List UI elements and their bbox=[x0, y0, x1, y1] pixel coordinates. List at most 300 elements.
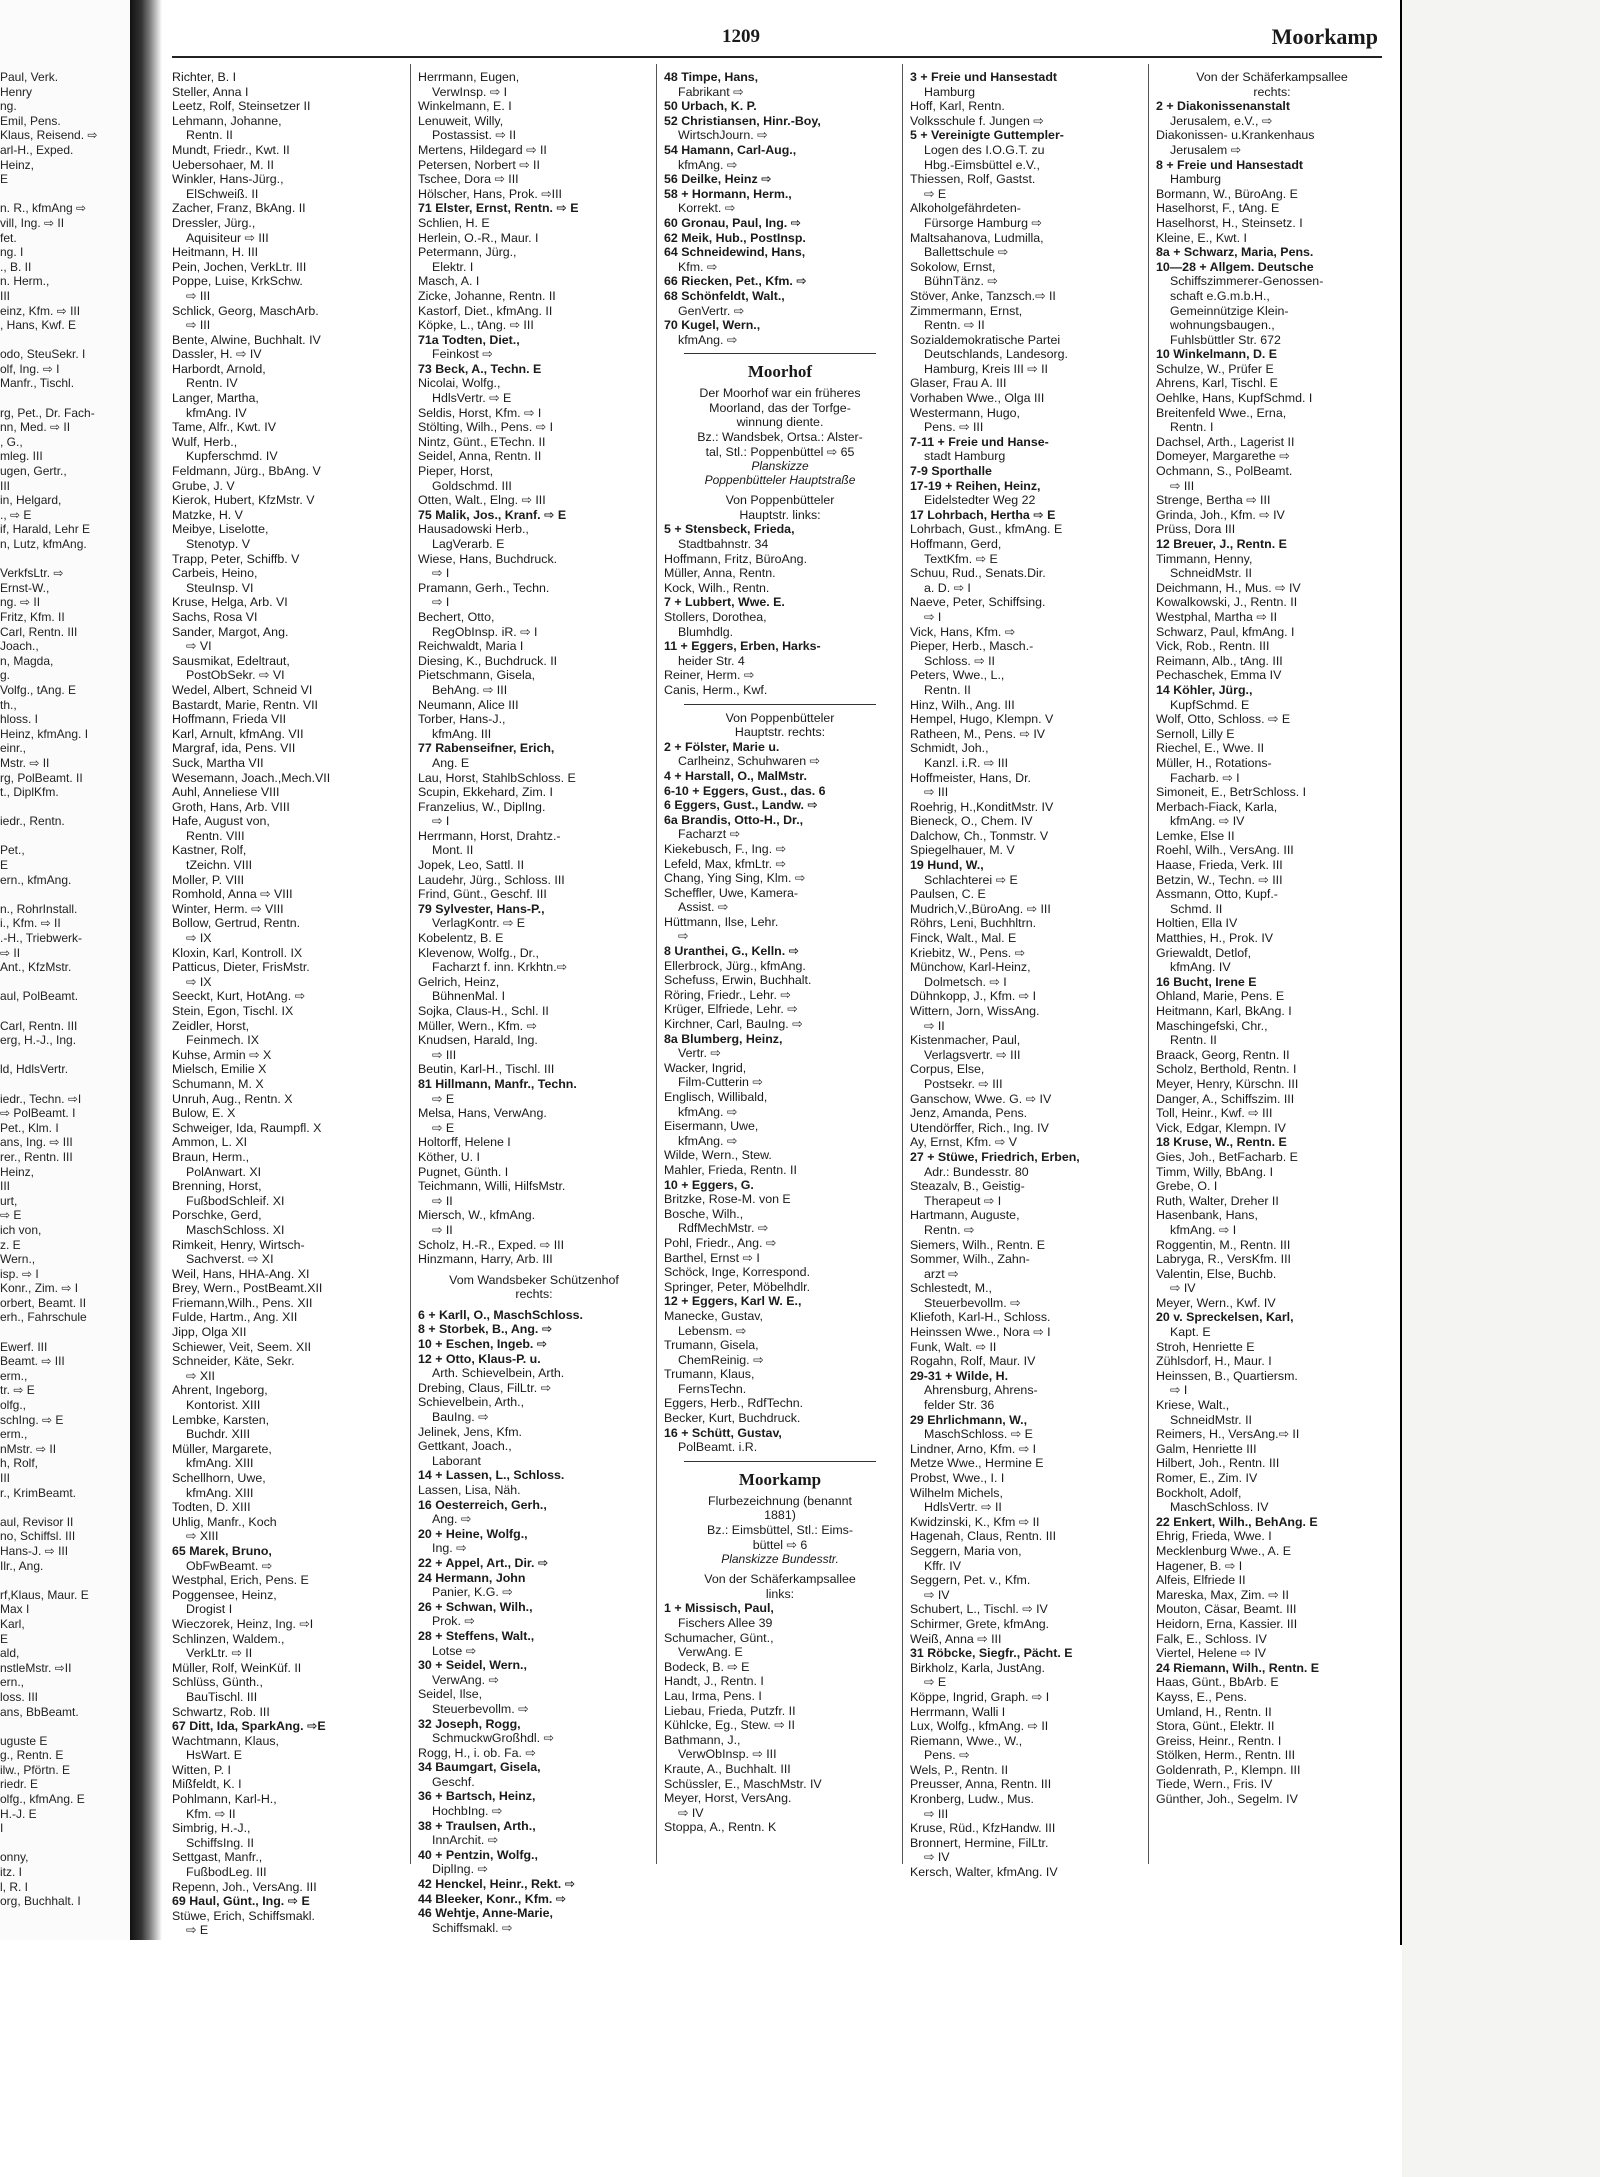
section-rule bbox=[684, 704, 876, 705]
resident-entry: ⇨ VI bbox=[186, 639, 212, 654]
resident-entry: Funk, Walt. ⇨ II bbox=[910, 1339, 997, 1354]
resident-entry: Diesing, K., Buchdruck. II bbox=[418, 653, 558, 668]
resident-entry: Canis, Herm., Kwf. bbox=[664, 682, 768, 697]
resident-entry: Bodeck, B. ⇨ E bbox=[664, 1659, 750, 1674]
resident-entry: Lassen, Lisa, Näh. bbox=[418, 1483, 521, 1497]
resident-entry: Schmd. II bbox=[1170, 901, 1223, 916]
house-number-entry: 7-9 Sporthalle bbox=[910, 464, 992, 479]
resident-entry: Laborant bbox=[432, 1453, 481, 1468]
resident-entry: Franzelius, W., DiplIng. bbox=[418, 799, 546, 814]
resident-entry: Ay, Ernst, Kfm. ⇨ V bbox=[910, 1135, 1018, 1150]
street-heading: Moorkamp bbox=[738, 1469, 822, 1489]
section-label: Der Moorhof war ein früheres bbox=[699, 386, 861, 401]
resident-entry: Tschee, Dora ⇨ III bbox=[418, 172, 519, 187]
resident-entry: Ahrens, Karl, Tischl. E bbox=[1156, 376, 1278, 391]
resident-entry: Herlein, O.-R., Maur. I bbox=[418, 230, 539, 245]
left-page-line: erm., bbox=[0, 1368, 28, 1383]
resident-entry: Riemann, Wwe., W., bbox=[910, 1733, 1023, 1748]
street-note: Planskizze Bundesstr. bbox=[721, 1552, 839, 1567]
resident-entry: Korrekt. ⇨ bbox=[678, 201, 736, 216]
house-number-entry: 48 Timpe, Hans, bbox=[664, 70, 759, 84]
resident-entry: Scheffler, Uwe, Kamera- bbox=[664, 885, 799, 900]
house-number-entry: 71 Elster, Ernst, Rentn. ⇨ E bbox=[418, 201, 579, 216]
resident-entry: VerwAng. E bbox=[678, 1645, 743, 1660]
resident-entry: Sommer, Wilh., Zahn- bbox=[910, 1252, 1030, 1267]
resident-entry: ⇨ IX bbox=[186, 931, 212, 946]
house-number-entry: 30 + Seidel, Wern., bbox=[418, 1658, 527, 1673]
left-page-line: iedr., Techn. ⇨I bbox=[0, 1091, 82, 1106]
resident-entry: Carbeis, Heino, bbox=[172, 566, 258, 581]
resident-entry: Feldmann, Jürg., BbAng. V bbox=[172, 464, 321, 479]
resident-entry: Schlüss, Günth., bbox=[172, 1675, 263, 1690]
resident-entry: Ang. ⇨ bbox=[432, 1512, 472, 1527]
house-number-entry: 52 Christiansen, Hinr.-Boy, bbox=[664, 113, 821, 128]
resident-entry: Stöver, Anke, Tanzsch.⇨ II bbox=[910, 288, 1056, 303]
resident-entry: Schuu, Rud., Senats.Dir. bbox=[910, 566, 1046, 581]
resident-entry: Reimann, Alb., tAng. III bbox=[1156, 653, 1283, 668]
house-number-entry: 46 Wehtje, Anne-Marie, bbox=[418, 1906, 553, 1921]
resident-entry: Eggers, Herb., RdfTechn. bbox=[664, 1396, 804, 1411]
resident-entry: Ellerbrock, Jürg., kfmAng. bbox=[664, 958, 806, 973]
resident-entry: Dühnkopp, J., Kfm. ⇨ I bbox=[910, 989, 1037, 1004]
resident-entry: Herrmann, Horst, Drahtz.- bbox=[418, 828, 561, 843]
resident-entry: Wulf, Herb., bbox=[172, 434, 238, 449]
left-page-line: Ernst-W., bbox=[0, 580, 50, 595]
resident-entry: Schiewer, Veit, Seem. XII bbox=[172, 1339, 312, 1354]
resident-entry: Beutin, Karl-H., Tischl. III bbox=[418, 1062, 555, 1077]
resident-entry: Viertel, Helene ⇨ IV bbox=[1156, 1646, 1267, 1661]
house-number-entry: 31 Röbcke, Siegfr., Pächt. E bbox=[910, 1646, 1073, 1661]
resident-entry: Jerusalem, e.V., ⇨ bbox=[1170, 113, 1273, 128]
house-number-entry: 32 Joseph, Rogg, bbox=[418, 1716, 521, 1731]
resident-entry: Pietschmann, Gisela, bbox=[418, 668, 536, 683]
left-page-line: n, Magda, bbox=[0, 653, 54, 668]
resident-entry: a. D. ⇨ I bbox=[924, 580, 971, 595]
resident-entry: Müller, H., Rotations- bbox=[1156, 755, 1272, 770]
resident-entry: Fürsorge Hamburg ⇨ bbox=[924, 215, 1042, 230]
resident-entry: Schlachterei ⇨ E bbox=[924, 872, 1018, 887]
resident-entry: Wesemann, Joach.,Mech.VII bbox=[172, 770, 331, 785]
resident-entry: VerkLtr. ⇨ II bbox=[186, 1646, 253, 1661]
resident-entry: Bulow, E. X bbox=[172, 1106, 236, 1121]
resident-entry: Köpke, L., tAng. ⇨ III bbox=[418, 318, 534, 333]
left-page-line: ., B. II bbox=[0, 259, 32, 274]
resident-entry: Bieneck, O., Chem. IV bbox=[910, 814, 1033, 829]
resident-entry: Fulde, Hartm., Ang. XII bbox=[172, 1310, 298, 1325]
resident-entry: Alkoholgefährdeten- bbox=[910, 201, 1021, 216]
resident-entry: Schumacher, Günt., bbox=[664, 1630, 774, 1645]
resident-entry: Mahler, Frieda, Rentn. II bbox=[664, 1162, 797, 1177]
left-page-line: ld, HdlsVertr. bbox=[0, 1062, 69, 1077]
resident-entry: ElSchweiß. II bbox=[186, 186, 259, 201]
resident-entry: felder Str. 36 bbox=[924, 1398, 995, 1413]
left-page-line: ⇨ E bbox=[0, 1208, 22, 1223]
house-number-entry: 8 + Storbek, B., Ang. ⇨ bbox=[418, 1322, 553, 1337]
resident-entry: Sausmikat, Edeltraut, bbox=[172, 653, 290, 668]
resident-entry: Bosche, Wilh., bbox=[664, 1206, 744, 1221]
left-page-line bbox=[0, 887, 130, 902]
resident-entry: Uhlig, Manfr., Koch bbox=[172, 1514, 277, 1529]
resident-entry: Postassist. ⇨ II bbox=[432, 128, 517, 143]
house-number-entry: 60 Gronau, Paul, Ing. ⇨ bbox=[664, 215, 802, 230]
left-page-line: einz, Kfm. ⇨ III bbox=[0, 303, 81, 318]
resident-entry: Rentn. ⇨ bbox=[924, 1222, 975, 1237]
resident-entry: Zühlsdorf, H., Maur. I bbox=[1156, 1354, 1272, 1369]
resident-entry: Film-Cutterin ⇨ bbox=[678, 1075, 763, 1090]
resident-entry: Seggern, Maria von, bbox=[910, 1543, 1022, 1558]
resident-entry: Dressler, Jürg., bbox=[172, 215, 256, 230]
house-number-entry: 12 Breuer, J., Rentn. E bbox=[1156, 537, 1287, 551]
resident-entry: Drebing, Claus, FilLtr. ⇨ bbox=[418, 1380, 551, 1395]
house-number-entry: 17 Lohrbach, Hertha ⇨ E bbox=[910, 507, 1056, 522]
left-page-line: ans, Ing. ⇨ III bbox=[0, 1135, 73, 1150]
resident-entry: Kffr. IV bbox=[924, 1558, 961, 1573]
resident-entry: Steller, Anna I bbox=[172, 84, 249, 99]
house-number-entry: 8 + Freie und Hansestadt bbox=[1156, 157, 1304, 172]
resident-entry: Seidel, Ilse, bbox=[418, 1687, 483, 1702]
left-page-line: ich von, bbox=[0, 1222, 42, 1237]
resident-entry: VerlagKontr. ⇨ E bbox=[432, 916, 526, 931]
resident-entry: Zimmermann, Ernst, bbox=[910, 303, 1023, 318]
left-page-line bbox=[0, 1500, 130, 1515]
resident-entry: Kastner, Rolf, bbox=[172, 843, 247, 858]
resident-entry: WirtschJourn. ⇨ bbox=[678, 128, 768, 143]
resident-entry: Pechaschek, Emma IV bbox=[1156, 668, 1282, 683]
resident-entry: Prok. ⇨ bbox=[432, 1614, 475, 1629]
resident-entry: Rentn. II bbox=[186, 128, 233, 143]
resident-entry: MaschSchloss. XI bbox=[186, 1222, 285, 1237]
resident-entry: PolAnwart. XI bbox=[186, 1164, 262, 1179]
section-label: Vom Wandsbeker Schützenhof bbox=[449, 1272, 619, 1287]
section-label: Von Poppenbütteler bbox=[725, 710, 835, 725]
left-page-line: iedr., Rentn. bbox=[0, 814, 65, 829]
resident-entry: Griewaldt, Detlof, bbox=[1156, 945, 1252, 960]
resident-entry: Wiese, Hans, Buchdruck. bbox=[418, 551, 558, 566]
resident-entry: Müller, Rolf, WeinKüf. II bbox=[172, 1660, 302, 1675]
resident-entry: Schirmer, Grete, kfmAng. bbox=[910, 1616, 1050, 1631]
resident-entry: Hoffmeister, Hans, Dr. bbox=[910, 770, 1031, 785]
left-page-line: Ilr., Ang. bbox=[0, 1558, 44, 1573]
left-page-line: nMstr. ⇨ II bbox=[0, 1441, 57, 1456]
resident-entry: Finck, Walt., Mal. E bbox=[910, 931, 1017, 946]
resident-entry: Melsa, Hans, VerwAng. bbox=[418, 1106, 547, 1121]
section-rule bbox=[684, 353, 876, 354]
resident-entry: heider Str. 4 bbox=[678, 653, 745, 668]
resident-entry: Scupin, Ekkehard, Zim. I bbox=[418, 785, 553, 800]
resident-entry: Ohland, Marie, Pens. E bbox=[1156, 989, 1285, 1004]
left-page-line: Klaus, Reisend. ⇨ bbox=[0, 128, 98, 143]
left-page-line: n, Lutz, kfmAng. bbox=[0, 537, 87, 551]
left-page-line: Volfg., tAng. E bbox=[0, 682, 77, 697]
house-number-entry: 6 Eggers, Gust., Landw. ⇨ bbox=[664, 798, 818, 813]
resident-entry: Domeyer, Margarethe ⇨ bbox=[1156, 449, 1290, 464]
resident-entry: ⇨ I bbox=[432, 814, 450, 829]
left-page-line: rg, Pet., Dr. Fach- bbox=[0, 405, 95, 420]
left-page-line: Manfr., Tischl. bbox=[0, 376, 75, 391]
resident-entry: kfmAng. III bbox=[432, 726, 492, 741]
resident-entry: Mertens, Hildegard ⇨ II bbox=[418, 142, 547, 157]
left-page-line: E bbox=[0, 1631, 9, 1646]
resident-entry: Wels, P., Rentn. II bbox=[910, 1762, 1009, 1777]
resident-entry: Pein, Jochen, VerkLtr. III bbox=[172, 259, 307, 274]
resident-entry: Zicke, Johanne, Rentn. II bbox=[418, 288, 556, 303]
resident-entry: Roehl, Wilh., VersAng. III bbox=[1156, 843, 1294, 858]
resident-entry: Corpus, Else, bbox=[910, 1062, 985, 1077]
resident-entry: Vick, Rob., Rentn. III bbox=[1156, 639, 1270, 654]
left-page-line: riedr. E bbox=[0, 1777, 39, 1792]
resident-entry: Wilde, Wern., Stew. bbox=[664, 1148, 772, 1163]
house-number-entry: 12 + Otto, Klaus-P. u. bbox=[418, 1351, 541, 1366]
resident-entry: Jenz, Amanda, Pens. bbox=[910, 1106, 1028, 1121]
resident-entry: TextKfm. ⇨ E bbox=[924, 551, 998, 566]
resident-entry: Uebersohaer, M. II bbox=[172, 157, 274, 172]
house-number-entry: 62 Meik, Hub., PostInsp. bbox=[664, 230, 806, 245]
resident-entry: Greiss, Heinr., Rentn. I bbox=[1156, 1733, 1282, 1748]
resident-entry: kfmAng. IV bbox=[186, 405, 247, 420]
resident-entry: Alfeis, Elfriede II bbox=[1156, 1573, 1246, 1588]
section-label: Von der Schäferkampsallee bbox=[704, 1572, 856, 1587]
resident-entry: Glaser, Frau A. III bbox=[910, 376, 1007, 391]
resident-entry: ⇨ I bbox=[924, 609, 942, 624]
resident-entry: ⇨ III bbox=[186, 318, 211, 333]
resident-entry: Kruse, Rüd., KfzHandw. III bbox=[910, 1821, 1056, 1836]
resident-entry: ⇨ IV bbox=[924, 1850, 950, 1865]
resident-entry: Scholz, Berthold, Rentn. I bbox=[1156, 1062, 1297, 1077]
resident-entry: Buchdr. XIII bbox=[186, 1427, 251, 1442]
resident-entry: Westermann, Hugo, bbox=[910, 405, 1020, 420]
resident-entry: Rogg, H., i. ob. Fa. ⇨ bbox=[418, 1745, 536, 1760]
left-page-line: ⇨ PolBeamt. I bbox=[0, 1106, 76, 1121]
resident-entry: Wittern, Jorn, WissAng. bbox=[910, 1004, 1040, 1018]
resident-entry: Thiessen, Rolf, Gastst. bbox=[910, 172, 1036, 187]
house-number-entry: 67 Ditt, Ida, SparkAng. ⇨E bbox=[172, 1719, 326, 1734]
resident-entry: Poggensee, Heinz, bbox=[172, 1587, 277, 1602]
house-number-entry: 17-19 + Reihen, Heinz, bbox=[910, 478, 1041, 493]
house-number-entry: 29-31 + Wilde, H. bbox=[910, 1368, 1009, 1383]
resident-entry: schaft e.G.m.b.H., bbox=[1170, 288, 1270, 303]
resident-entry: Stölting, Wilh., Pens. ⇨ I bbox=[418, 420, 554, 435]
house-number-entry: 29 Ehrlichmann, W., bbox=[910, 1412, 1028, 1427]
resident-entry: kfmAng. ⇨ bbox=[678, 1104, 738, 1119]
resident-entry: Pramann, Gerh., Techn. bbox=[418, 580, 550, 595]
left-page-line bbox=[0, 800, 130, 815]
resident-entry: Maschingefski, Chr., bbox=[1156, 1018, 1268, 1033]
resident-entry: Riechel, E., Wwe. II bbox=[1156, 741, 1265, 756]
resident-entry: Naeve, Peter, Schiffsing. bbox=[910, 595, 1046, 610]
house-number-entry: 12 + Eggers, Karl W. E., bbox=[664, 1294, 802, 1309]
resident-entry: Probst, Wwe., I. I bbox=[910, 1471, 1005, 1485]
resident-entry: Bollow, Gertrud, Rentn. bbox=[172, 916, 301, 931]
resident-entry: Lotse ⇨ bbox=[432, 1643, 477, 1658]
resident-entry: Masch, A. I bbox=[418, 274, 480, 289]
house-number-entry: 6-10 + Eggers, Gust., das. 6 bbox=[664, 783, 826, 798]
left-page-line: Pet., Klm. I bbox=[0, 1120, 59, 1135]
resident-entry: Rentn. II bbox=[924, 682, 971, 697]
resident-entry: Feinmech. IX bbox=[186, 1033, 259, 1048]
resident-entry: Kuhse, Armin ⇨ X bbox=[172, 1047, 272, 1062]
left-page-line: III bbox=[0, 1471, 11, 1485]
resident-entry: Poppe, Luise, KrkSchw. bbox=[172, 274, 303, 289]
resident-entry: Pugnet, Günth. I bbox=[418, 1164, 509, 1179]
resident-entry: Hoffmann, Gerd, bbox=[910, 537, 1002, 551]
resident-entry: Haselhorst, F., tAng. E bbox=[1156, 201, 1280, 216]
resident-entry: Ahrent, Ingeborg, bbox=[172, 1383, 268, 1398]
resident-entry: Kriebitz, W., Pens. ⇨ bbox=[910, 945, 1026, 960]
resident-entry: Krüger, Elfriede, Lehr. ⇨ bbox=[664, 1002, 798, 1017]
street-note: Poppenbütteler Hauptstraße bbox=[704, 473, 856, 488]
resident-entry: Pieper, Horst, bbox=[418, 464, 494, 479]
resident-entry: Haselhorst, H., Steinsetz. I bbox=[1156, 215, 1303, 230]
column-divider bbox=[1148, 64, 1149, 1864]
resident-entry: kfmAng. ⇨ I bbox=[1170, 1222, 1237, 1237]
section-label: rechts: bbox=[515, 1287, 553, 1302]
house-number-entry: 5 + Vereinigte Guttempler- bbox=[910, 128, 1064, 143]
resident-entry: Carlheinz, Schuhwaren ⇨ bbox=[678, 754, 820, 769]
resident-entry: Haas, Günt., BbArb. E bbox=[1156, 1675, 1279, 1690]
left-page-line: th., bbox=[0, 697, 17, 712]
section-rule bbox=[684, 1461, 876, 1462]
resident-entry: HdlsVertr. ⇨ E bbox=[432, 391, 512, 406]
resident-entry: BauTischl. III bbox=[186, 1689, 258, 1704]
house-number-entry: 11 + Eggers, Erben, Harks- bbox=[664, 639, 821, 654]
house-number-entry: 7-11 + Freie und Hanse- bbox=[910, 434, 1049, 449]
left-page-line: III bbox=[0, 288, 11, 303]
resident-entry: Wolf, Otto, Schloss. ⇨ E bbox=[1156, 712, 1291, 727]
house-number-entry: 19 Hund, W., bbox=[910, 858, 984, 873]
house-number-entry: 8a + Schwarz, Maria, Pens. bbox=[1156, 245, 1314, 260]
house-number-entry: 28 + Steffens, Walt., bbox=[418, 1628, 535, 1643]
house-number-entry: 81 Hillmann, Manfr., Techn. bbox=[418, 1076, 577, 1091]
resident-entry: Repenn, Joh., VersAng. III bbox=[172, 1879, 317, 1894]
left-page-line: Wern., bbox=[0, 1252, 36, 1267]
house-number-entry: 44 Bleeker, Konr., Kfm. ⇨ bbox=[418, 1891, 567, 1906]
resident-entry: Maltsahanova, Ludmilla, bbox=[910, 230, 1044, 245]
resident-entry: Bechert, Otto, bbox=[418, 609, 495, 624]
resident-entry: Ammon, L. XI bbox=[172, 1135, 248, 1150]
resident-entry: Schöck, Inge, Korrespond. bbox=[664, 1265, 811, 1280]
resident-entry: Suck, Martha VII bbox=[172, 755, 264, 770]
left-page-line: nstleMstr. ⇨II bbox=[0, 1660, 72, 1675]
house-number-entry: 8 Uranthei, G., Kelln. ⇨ bbox=[664, 944, 800, 959]
left-page-line: olfg., bbox=[0, 1398, 27, 1413]
resident-entry: Matthies, H., Prok. IV bbox=[1156, 931, 1274, 946]
left-page-line: loss. III bbox=[0, 1689, 39, 1704]
resident-entry: Schubert, L., Tischl. ⇨ IV bbox=[910, 1602, 1048, 1617]
resident-entry: Kriese, Walt., bbox=[1156, 1398, 1230, 1413]
resident-entry: Hinzmann, Harry, Arb. III bbox=[418, 1252, 553, 1267]
resident-entry: Hamburg bbox=[1170, 172, 1221, 187]
resident-entry: Herrmann, Eugen, bbox=[418, 70, 520, 84]
resident-entry: Liebau, Frieda, Putzfr. II bbox=[664, 1703, 796, 1718]
resident-entry: Kraute, A., Buchhalt. III bbox=[664, 1761, 791, 1776]
resident-entry: Stenotyp. V bbox=[186, 537, 251, 551]
resident-entry: ⇨ E bbox=[432, 1120, 455, 1135]
resident-entry: Schiffszimmerer-Genossen- bbox=[1170, 274, 1324, 289]
resident-entry: Hilbert, Joh., Rentn. III bbox=[1156, 1456, 1280, 1471]
resident-entry: Müller, Wern., Kfm. ⇨ bbox=[418, 1018, 537, 1033]
resident-entry: Vorhaben Wwe., Olga III bbox=[910, 391, 1045, 406]
resident-entry: Mudrich,V.,BüroAng. ⇨ III bbox=[910, 901, 1051, 916]
resident-entry: Wacker, Ingrid, bbox=[664, 1060, 747, 1075]
resident-entry: Strenge, Bertha ⇨ III bbox=[1156, 493, 1271, 508]
house-number-entry: 6 + Karll, O., MaschSchloss. bbox=[418, 1307, 583, 1322]
resident-entry: Chang, Ying Sing, Klm. ⇨ bbox=[664, 871, 806, 886]
resident-entry: Romer, E., Zim. IV bbox=[1156, 1471, 1258, 1485]
left-page-line: rer., Rentn. III bbox=[0, 1149, 73, 1164]
resident-entry: Hoffmann, Frieda VII bbox=[172, 712, 287, 727]
left-page-line: ern., bbox=[0, 1675, 25, 1690]
resident-entry: Langer, Martha, bbox=[172, 391, 259, 406]
house-number-entry: 66 Riecken, Pet., Kfm. ⇨ bbox=[664, 274, 807, 289]
resident-entry: ⇨ II bbox=[924, 1018, 945, 1033]
resident-entry: Roehrig, H.,KonditMstr. IV bbox=[910, 799, 1054, 814]
left-page-line: einr., bbox=[0, 741, 27, 756]
resident-entry: Settgast, Manfr., bbox=[172, 1850, 263, 1865]
house-number-entry: 5 + Stensbeck, Frieda, bbox=[664, 522, 795, 537]
left-page-line: .-H., Triebwerk- bbox=[0, 931, 83, 946]
left-page-line: Pet., bbox=[0, 843, 25, 858]
house-number-entry: 34 Baumgart, Gisela, bbox=[418, 1760, 541, 1775]
left-page-line: fet. bbox=[0, 230, 17, 245]
house-number-entry: 16 Bucht, Irene E bbox=[1156, 974, 1257, 989]
resident-entry: DiplIng. ⇨ bbox=[432, 1862, 488, 1877]
resident-entry: Tame, Alfr., Kwt. IV bbox=[172, 420, 276, 435]
resident-entry: Wilhelm Michels, bbox=[910, 1485, 1003, 1500]
resident-entry: Lemke, Else II bbox=[1156, 828, 1235, 843]
resident-entry: Jopek, Leo, Sattl. II bbox=[418, 858, 525, 873]
resident-entry: SchneidMstr. II bbox=[1170, 1412, 1252, 1427]
house-number-entry: 2 + Diakonissenanstalt bbox=[1156, 99, 1290, 114]
section-label: Hauptstr. rechts: bbox=[734, 725, 826, 740]
resident-entry: Hafe, August von, bbox=[172, 814, 270, 829]
resident-entry: Deutschlands, Landesorg. bbox=[924, 347, 1068, 362]
resident-entry: Ochmann, S., PolBeamt. bbox=[1156, 464, 1293, 479]
resident-entry: Goldenrath, P., Klempn. III bbox=[1156, 1762, 1301, 1777]
resident-entry: Zeidler, Horst, bbox=[172, 1018, 250, 1033]
left-page-line: III bbox=[0, 1179, 11, 1194]
resident-entry: Stora, Günt., Elektr. II bbox=[1156, 1719, 1275, 1734]
resident-entry: ⇨ IV bbox=[1170, 1281, 1196, 1296]
left-page-line: erh., Fahrschule bbox=[0, 1310, 87, 1325]
resident-entry: Röring, Friedr., Lehr. ⇨ bbox=[664, 987, 791, 1002]
resident-entry: Becker, Kurt, Buchdruck. bbox=[664, 1411, 801, 1426]
resident-entry: Simoneit, E., BetrSchloss. I bbox=[1156, 785, 1307, 800]
resident-entry: Hbg.-Eimsbüttel e.V., bbox=[924, 157, 1040, 172]
resident-entry: Gettkant, Joach., bbox=[418, 1439, 512, 1454]
resident-entry: HochbIng. ⇨ bbox=[432, 1804, 503, 1819]
resident-entry: Trapp, Peter, Schiffb. V bbox=[172, 551, 300, 566]
resident-entry: Kronberg, Ludw., Mus. bbox=[910, 1792, 1034, 1807]
left-page-line bbox=[0, 1325, 130, 1340]
resident-entry: ObFwBeamt. ⇨ bbox=[186, 1558, 273, 1573]
resident-entry: ChemReinig. ⇨ bbox=[678, 1352, 764, 1367]
resident-entry: Heinssen, B., Quartiersm. bbox=[1156, 1368, 1298, 1383]
resident-entry: Gemeinnützige Klein- bbox=[1170, 303, 1289, 318]
resident-entry: Reiner, Herm. ⇨ bbox=[664, 668, 755, 683]
house-number-entry: 27 + Stüwe, Friedrich, Erben, bbox=[910, 1149, 1080, 1164]
resident-entry: Seeckt, Kurt, HotAng. ⇨ bbox=[172, 989, 305, 1004]
resident-entry: Spiegelhauer, M. V bbox=[910, 843, 1015, 858]
resident-entry: Lembke, Karsten, bbox=[172, 1412, 270, 1427]
resident-entry: Mareska, Max, Zim. ⇨ II bbox=[1156, 1587, 1289, 1602]
resident-entry: Lefeld, Max, kfmLtr. ⇨ bbox=[664, 856, 786, 871]
resident-entry: Kühlcke, Eg., Stew. ⇨ II bbox=[664, 1718, 795, 1733]
left-page-line bbox=[0, 829, 130, 844]
resident-entry: Falk, E., Schloss. IV bbox=[1156, 1631, 1267, 1646]
resident-entry: Rentn. I bbox=[1170, 420, 1214, 435]
column-3 bbox=[664, 70, 896, 1920]
resident-entry: Weil, Hans, HHA-Ang. XI bbox=[172, 1266, 310, 1281]
